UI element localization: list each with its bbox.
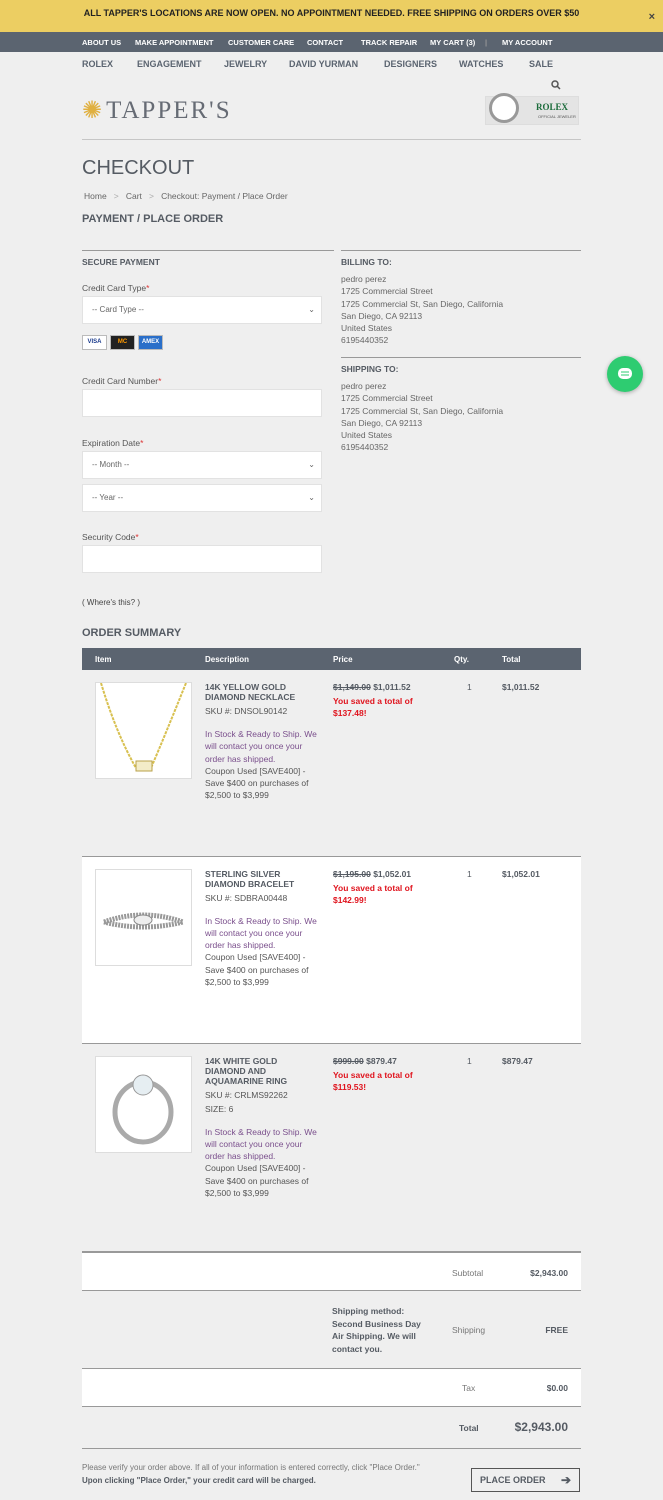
subtotal-value: $2,943.00 [530, 1268, 568, 1278]
nav-sale[interactable]: SALE [529, 59, 554, 69]
nav-divider: | [485, 38, 488, 47]
nav-track-repair[interactable]: TRACK REPAIR [361, 38, 418, 47]
mastercard-icon: MC [110, 335, 135, 350]
nav-rolex[interactable]: ROLEX [82, 59, 114, 69]
address-line: 1725 Commercial St, San Diego, California [341, 405, 504, 416]
tax-label: Tax [462, 1383, 476, 1393]
rolex-brand: ROLEX [536, 102, 569, 112]
nav-david-yurman[interactable]: DAVID YURMAN [289, 59, 359, 69]
billing-title: BILLING TO: [341, 257, 392, 267]
billing-block [341, 257, 581, 347]
line-total: $1,011.52 [502, 682, 540, 692]
card-type-label: Credit Card Type* [82, 283, 150, 293]
sale-price: $1,011.52 [373, 682, 411, 692]
breadcrumb-sep: > [149, 191, 154, 201]
rolex-badge[interactable] [485, 96, 579, 125]
shipping-value: FREE [545, 1325, 568, 1335]
stock-status: In Stock & Ready to Ship. We will contact you once your order has shipped. [205, 915, 317, 951]
order-summary-title: ORDER SUMMARY [82, 627, 182, 639]
tax-row [82, 1368, 581, 1406]
nav-engagement[interactable]: ENGAGEMENT [137, 59, 202, 69]
nav-jewelry[interactable]: JEWELRY [224, 59, 268, 69]
product-name[interactable]: 14K WHITE GOLD DIAMOND AND AQUAMARINE RING [205, 1055, 288, 1086]
search-icon[interactable] [551, 80, 561, 90]
shipping-address [341, 380, 581, 454]
subtotal-row [82, 1252, 581, 1290]
shipping-method: Shipping method: Second Business Day Air Shipping. We will contact you. [332, 1306, 421, 1355]
sunburst-icon: ✺ [82, 98, 105, 124]
divider [82, 139, 581, 140]
verify-note: Please verify your order above. If all of your information is entered correctly, click "Place Order." Upon clicking "Place Order," your credit card will be charged. [82, 1463, 420, 1485]
promo-text: ALL TAPPER'S LOCATIONS ARE NOW OPEN. NO APPOINTMENT NEEDED. FREE SHIPPING ON ORDERS OVER $50 [83, 8, 580, 18]
address-line: 1725 Commercial Street [341, 286, 433, 297]
breadcrumb [84, 191, 288, 201]
product-size: SIZE: 6 [205, 1103, 234, 1114]
nav-designers[interactable]: DESIGNERS [384, 59, 438, 69]
coupon-info: Coupon Used [SAVE400] - Save $400 on purchases of $2,500 to $3,999 [205, 765, 309, 801]
address-line: pedro perez [341, 274, 387, 284]
arrow-right-icon: ➔ [560, 1473, 571, 1487]
savings: You saved a total of $137.48! [333, 696, 413, 719]
card-number-label: Credit Card Number* [82, 376, 162, 386]
product-image[interactable] [95, 869, 192, 966]
divider [82, 250, 334, 251]
product-sku: SKU #: DNSOL90142 [205, 706, 288, 716]
amex-icon: AMEX [138, 335, 163, 350]
nav-watches[interactable]: WATCHES [459, 59, 504, 69]
address-line: United States [341, 430, 393, 441]
address-line: 6195440352 [341, 335, 389, 346]
section-title: PAYMENT / PLACE ORDER [82, 213, 224, 225]
address-line: San Diego, CA 92113 [341, 417, 423, 428]
col-item: Item [82, 648, 192, 670]
security-code-input[interactable] [82, 545, 322, 573]
quantity: 1 [467, 1055, 472, 1066]
total-label: Total [459, 1423, 479, 1433]
shipping-row [82, 1290, 581, 1368]
address-line: 1725 Commercial St, San Diego, California [341, 298, 504, 309]
nav-about-us[interactable]: ABOUT US [82, 38, 122, 47]
table-row [82, 856, 581, 1043]
tax-value: $0.00 [546, 1383, 568, 1393]
chevron-down-icon: ⌄ [308, 493, 315, 502]
chevron-down-icon: ⌄ [308, 460, 315, 469]
address-line: 1725 Commercial Street [341, 393, 433, 404]
stock-status: In Stock & Ready to Ship. We will contact you once your order has shipped. [205, 1126, 317, 1162]
chat-icon [607, 356, 643, 392]
savings: You saved a total of $119.53! [333, 1069, 413, 1092]
billing-address [341, 273, 581, 347]
top-nav [0, 32, 663, 52]
address-line: 6195440352 [341, 442, 389, 453]
promo-banner [0, 0, 663, 32]
chevron-down-icon: ⌄ [308, 305, 315, 314]
shipping-label: Shipping [452, 1325, 486, 1335]
savings: You saved a total of $142.99! [333, 882, 413, 905]
month-select[interactable]: -- Month -- ⌄ [82, 451, 322, 479]
nav-my-cart[interactable]: MY CART (3) [430, 38, 476, 47]
secure-payment-title: SECURE PAYMENT [82, 257, 160, 267]
divider [341, 357, 581, 358]
wheres-this-link[interactable]: ( Where's this? ) [82, 598, 140, 607]
stock-status: In Stock & Ready to Ship. We will contact you once your order has shipped. [205, 729, 317, 764]
breadcrumb-sep: > [113, 191, 119, 201]
breadcrumb-current: Checkout: Payment / Place Order [161, 191, 288, 201]
clock-icon [489, 93, 519, 123]
order-table [82, 648, 581, 1252]
col-description: Description [192, 648, 319, 670]
subtotal-label: Subtotal [452, 1268, 484, 1278]
divider [82, 1448, 581, 1449]
address-line: pedro perez [341, 381, 387, 391]
table-row [82, 1043, 581, 1251]
year-select[interactable]: -- Year -- ⌄ [82, 484, 322, 512]
product-image[interactable] [95, 1056, 192, 1153]
coupon-info: Coupon Used [SAVE400] - Save $400 on purchases of $2,500 to $3,999 [205, 1163, 309, 1198]
close-icon[interactable]: × [648, 11, 655, 23]
product-name[interactable]: STERLING SILVER DIAMOND BRACELET [205, 868, 295, 889]
sale-price: $1,052.01 [373, 868, 412, 879]
nav-my-account[interactable]: MY ACCOUNT [502, 38, 553, 47]
shipping-block [341, 364, 581, 454]
shipping-title: SHIPPING TO: [341, 364, 399, 374]
address-line: San Diego, CA 92113 [341, 310, 423, 321]
nav-customer-care[interactable]: CUSTOMER CARE [228, 38, 295, 47]
product-image[interactable] [95, 682, 192, 779]
col-qty: Qty. [444, 648, 489, 670]
product-sku: SKU #: CRLMS92262 [205, 1089, 288, 1100]
quantity: 1 [467, 682, 472, 692]
logo[interactable]: ✺TAPPER'S [82, 97, 232, 124]
nav-make-appointment[interactable]: MAKE APPOINTMENT [135, 38, 214, 47]
breadcrumb-home[interactable]: Home [84, 191, 107, 201]
coupon-info: Coupon Used [SAVE400] - Save $400 on purchases of $2,500 to $3,999 [205, 952, 309, 987]
original-price: $1,195.00 [333, 868, 371, 879]
expiration-label: Expiration Date* [82, 438, 144, 448]
line-total: $879.47 [502, 1055, 533, 1066]
col-price: Price [319, 648, 444, 670]
total-value: $2,943.00 [514, 1420, 568, 1434]
breadcrumb-cart[interactable]: Cart [125, 191, 142, 201]
product-name[interactable]: 14K YELLOW GOLD DIAMOND NECKLACE [205, 682, 296, 702]
sale-price: $879.47 [366, 1055, 397, 1066]
col-total: Total [489, 648, 581, 670]
address-line: United States [341, 323, 393, 334]
line-total: $1,052.01 [502, 868, 540, 879]
card-type-select[interactable]: -- Card Type -- ⌄ [82, 296, 322, 324]
nav-contact[interactable]: CONTACT [307, 38, 344, 47]
table-row [82, 670, 581, 856]
quantity: 1 [467, 868, 472, 879]
divider [341, 250, 581, 251]
rolex-sub: OFFICIAL JEWELER [538, 114, 576, 119]
visa-icon: VISA [82, 335, 107, 350]
security-code-label: Security Code* [82, 532, 139, 542]
place-order-button[interactable]: PLACE ORDER ➔ [471, 1468, 580, 1492]
original-price: $999.00 [333, 1055, 364, 1066]
original-price: $1,149.00 [333, 682, 371, 692]
total-row [82, 1406, 581, 1448]
product-sku: SKU #: SDBRA00448 [205, 892, 288, 903]
page-title: CHECKOUT [82, 157, 195, 179]
chat-button[interactable] [607, 356, 643, 392]
card-number-input[interactable] [82, 389, 322, 417]
